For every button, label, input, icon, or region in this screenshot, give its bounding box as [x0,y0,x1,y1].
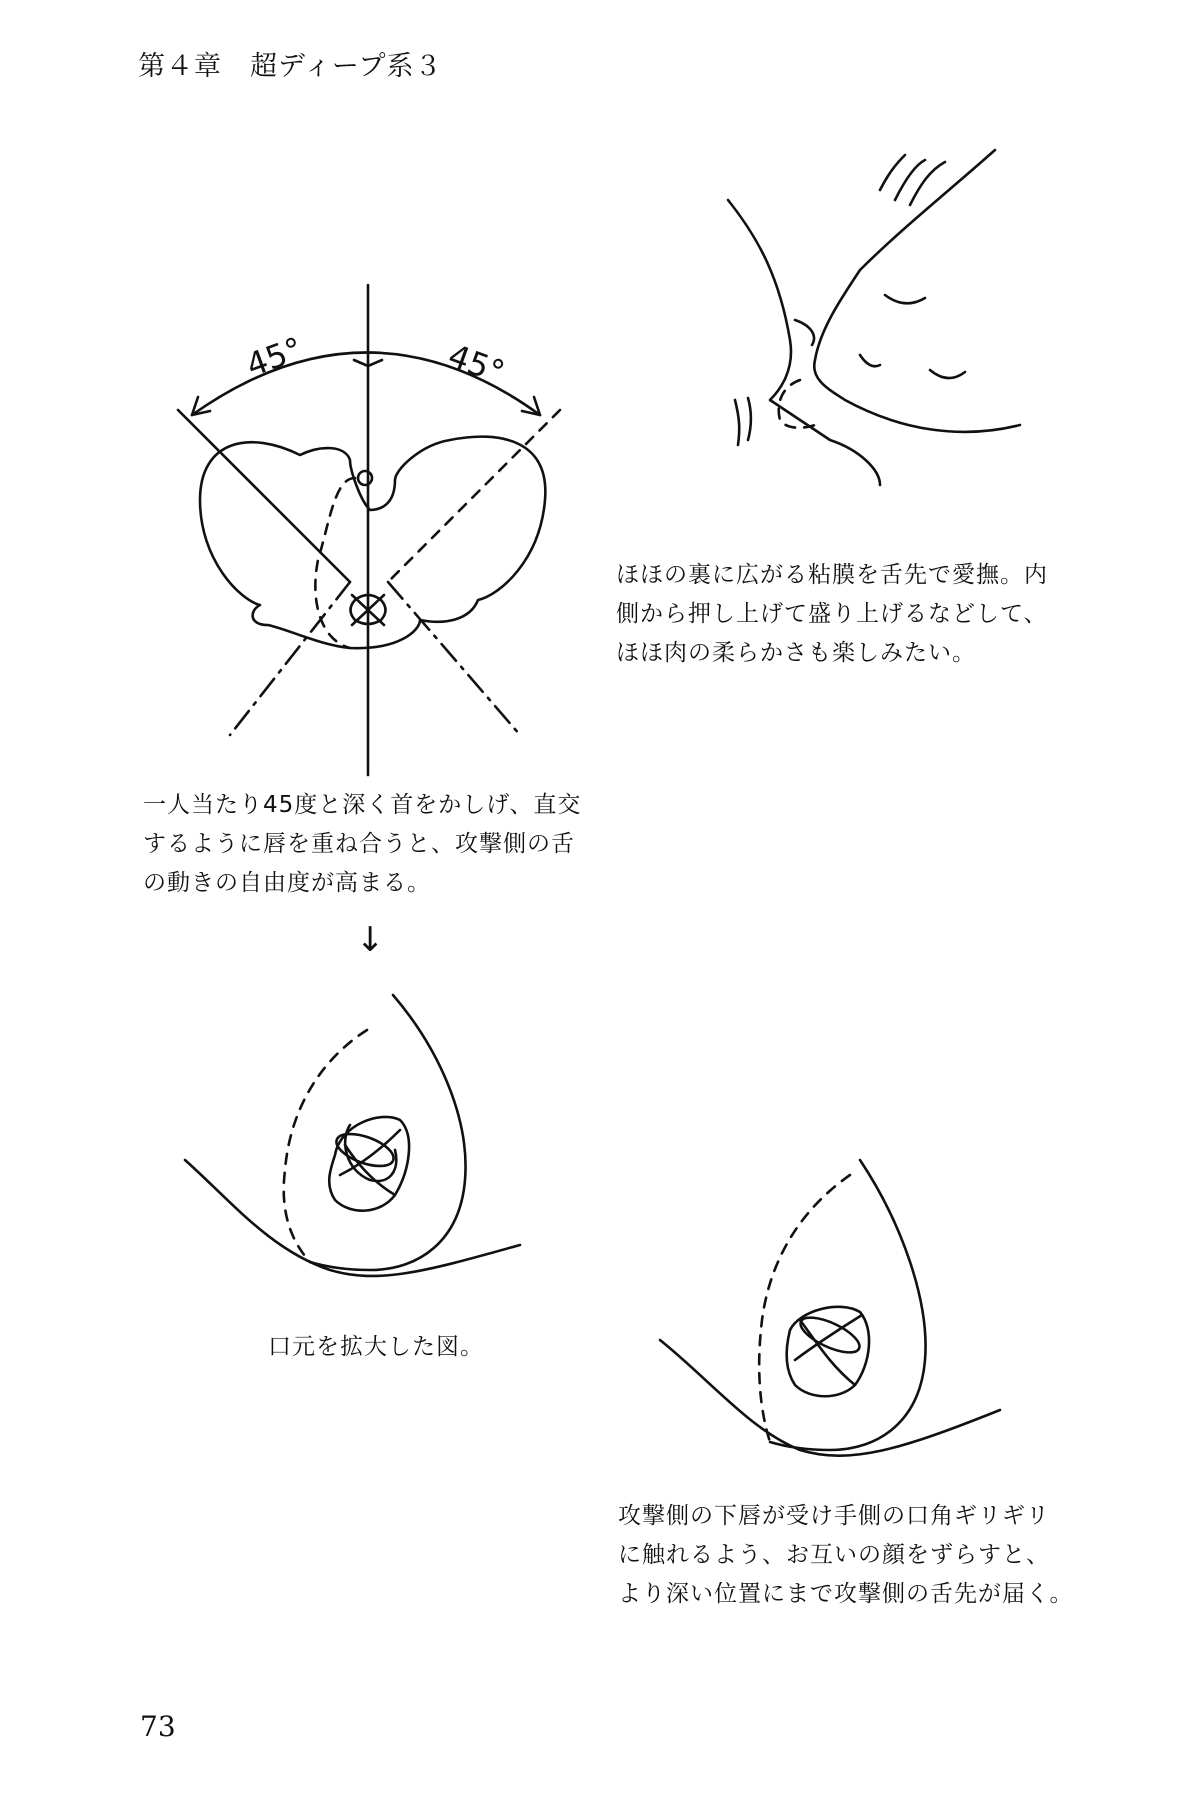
caption-line: 一人当たり45度と深く首をかしげ、直交 [143,792,582,818]
caption-mouth-closeup: 口元を拡大した図。 [268,1334,484,1360]
caption-angle-diagram [143,786,581,903]
caption-line: より深い位置にまで攻撃側の舌先が届く。 [618,1581,1074,1607]
caption-line: ほほの裏に広がる粘膜を舌先で愛撫。内 [616,562,1048,588]
caption-line: 攻撃側の下唇が受け手側の口角ギリギリ [618,1503,1050,1529]
angle-label-left: 45° [241,329,308,385]
caption-mouth-shifted [618,1497,1074,1614]
mouth-closeup-1 [185,995,520,1276]
caption-line: に触れるよう、お互いの顔をずらすと、 [618,1542,1050,1568]
mouth-closeup-2 [660,1160,1000,1456]
down-arrow-icon: ↓ [356,920,385,960]
caption-line: するように唇を重ね合うと、攻撃側の舌 [143,831,575,857]
angle-label-right: 45° [443,336,510,392]
page-number: 73 [140,1710,176,1743]
chapter-header: 第４章 超ディープ系３ [138,51,443,82]
caption-line: 側から押し上げて盛り上げるなどして、 [616,601,1048,627]
caption-line: の動きの自由度が高まる。 [143,870,431,896]
caption-face-illustration [616,556,1048,673]
face-illustration [728,150,1020,485]
caption-line: ほほ肉の柔らかさも楽しみたい。 [616,640,976,666]
